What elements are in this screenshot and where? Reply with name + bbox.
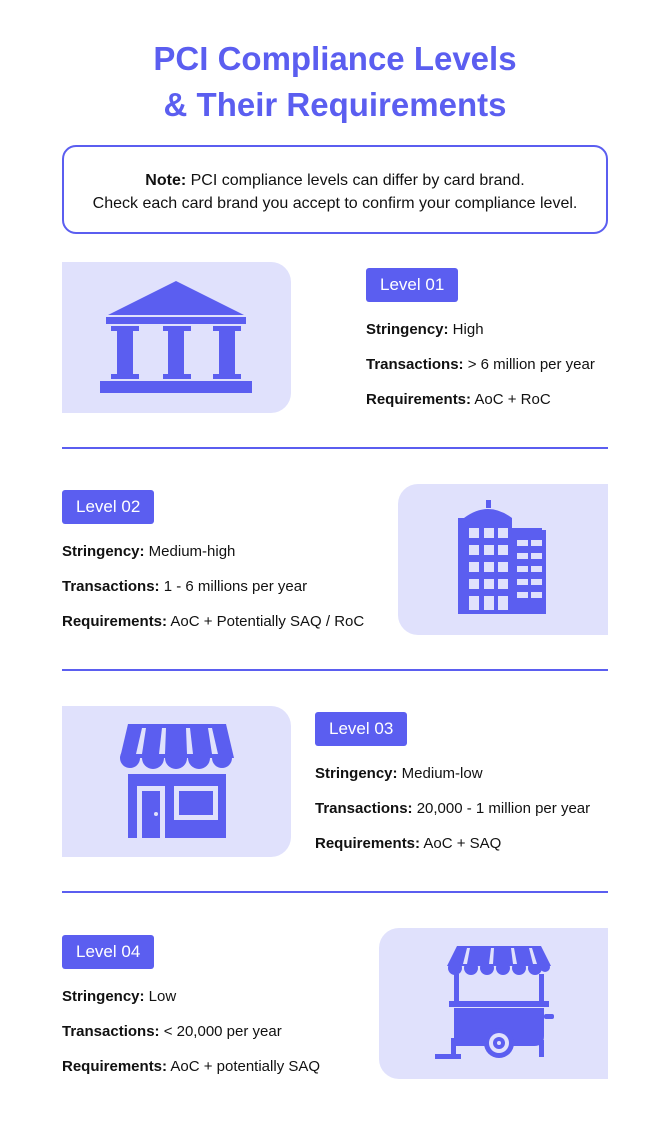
level-01-transactions	[366, 355, 595, 375]
level-04-details	[62, 935, 320, 1077]
level-03-details	[315, 712, 590, 854]
note-label: Note:	[145, 172, 187, 189]
level-03-icon-card	[62, 706, 291, 857]
note-box	[62, 145, 608, 234]
level-03-stringency	[315, 764, 590, 784]
requirements-value: AoC + SAQ	[420, 835, 502, 852]
level-01-badge: Level 01	[366, 268, 458, 302]
note-line-2: Check each card brand you accept to confirm your compliance level.	[92, 195, 578, 212]
level-04-requirements	[62, 1057, 320, 1077]
stringency-value: High	[448, 321, 484, 338]
level-02-badge: Level 02	[62, 490, 154, 524]
divider	[62, 669, 608, 671]
level-02-requirements	[62, 612, 364, 632]
requirements-label: Requirements:	[62, 1058, 168, 1075]
level-04-stringency	[62, 987, 320, 1007]
level-03-badge: Level 03	[315, 712, 407, 746]
food-cart-icon	[379, 928, 608, 1079]
level-03-requirements	[315, 834, 590, 854]
stringency-label: Stringency:	[315, 765, 398, 782]
title-line-1: PCI Compliance Levels	[153, 40, 517, 77]
requirements-value: AoC + RoC	[471, 391, 551, 408]
stringency-label: Stringency:	[62, 543, 145, 560]
level-04-icon-card	[379, 928, 608, 1079]
level-01-requirements	[366, 390, 595, 410]
page-title	[0, 36, 670, 128]
level-03-transactions	[315, 799, 590, 819]
transactions-value: < 20,000 per year	[159, 1023, 282, 1040]
level-04-badge: Level 04	[62, 935, 154, 969]
level-04-transactions	[62, 1022, 320, 1042]
transactions-label: Transactions:	[315, 800, 413, 817]
stringency-label: Stringency:	[62, 988, 145, 1005]
requirements-label: Requirements:	[315, 835, 421, 852]
level-02-stringency	[62, 542, 364, 562]
level-02-icon-card	[398, 484, 608, 635]
level-01-icon-card	[62, 262, 291, 413]
bank-icon	[62, 262, 291, 413]
stringency-label: Stringency:	[366, 321, 449, 338]
note-line-1	[64, 169, 606, 192]
stringency-value: Medium-high	[144, 543, 236, 560]
level-02-details	[62, 490, 364, 632]
divider	[62, 891, 608, 893]
transactions-value: 1 - 6 millions per year	[159, 578, 308, 595]
divider	[62, 447, 608, 449]
transactions-label: Transactions:	[62, 578, 160, 595]
level-02-transactions	[62, 577, 364, 597]
requirements-label: Requirements:	[62, 613, 168, 630]
transactions-label: Transactions:	[62, 1023, 160, 1040]
storefront-icon	[62, 706, 291, 857]
requirements-label: Requirements:	[366, 391, 472, 408]
transactions-value: > 6 million per year	[463, 356, 595, 373]
transactions-label: Transactions:	[366, 356, 464, 373]
note-text-1: PCI compliance levels can differ by card brand.	[186, 172, 525, 189]
title-line-2: & Their Requirements	[163, 86, 507, 123]
level-01-stringency	[366, 320, 595, 340]
requirements-value: AoC + Potentially SAQ / RoC	[167, 613, 365, 630]
level-01-details	[366, 268, 595, 410]
transactions-value: 20,000 - 1 million per year	[412, 800, 591, 817]
stringency-value: Low	[144, 988, 177, 1005]
stringency-value: Medium-low	[397, 765, 483, 782]
requirements-value: AoC + potentially SAQ	[167, 1058, 321, 1075]
office-building-icon	[398, 484, 608, 635]
